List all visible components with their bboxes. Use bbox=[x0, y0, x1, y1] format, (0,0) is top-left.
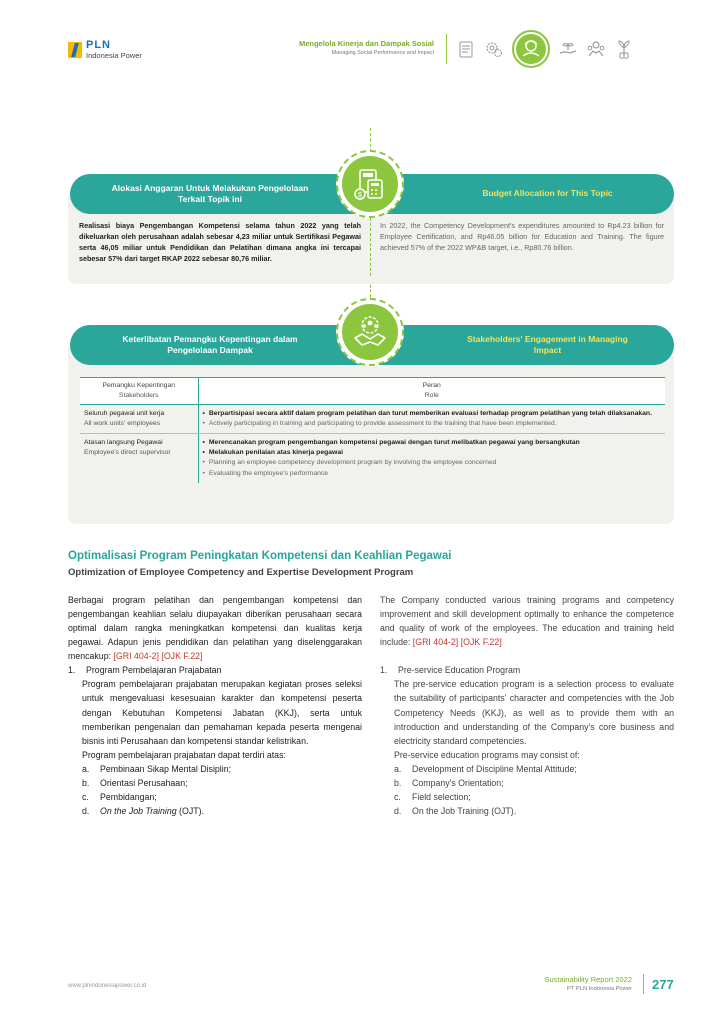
budget-heading-en: Budget Allocation for This Topic bbox=[482, 188, 613, 199]
table-header-stakeholder bbox=[80, 378, 198, 405]
col1-label-id: Pemangku Kepentingan bbox=[102, 382, 176, 389]
sub-item-text: On the Job Training (OJT). bbox=[412, 805, 517, 816]
article-column-id bbox=[68, 593, 362, 818]
sub-item-letter: c. bbox=[82, 791, 89, 802]
handshake-people-icon bbox=[350, 312, 390, 352]
item-title-id: Program Pembelajaran Prajabatan bbox=[86, 665, 222, 676]
sub-item-letter: c. bbox=[394, 791, 401, 802]
company-name: PT PLN Indonesia Power bbox=[567, 986, 632, 992]
col2-label-en: Role bbox=[424, 391, 439, 399]
budget-heading-id: Alokasi Anggaran Untuk Melakukan Pengelolaan Terkait Topik ini bbox=[111, 182, 309, 204]
sub-item-text: Orientasi Perusahaan; bbox=[100, 777, 188, 788]
gears-icon[interactable] bbox=[484, 39, 504, 59]
intro-id: Berbagai program pelatihan dan pengembangan kompetensi dan pengembangan keahlian selalu diupayakan diberikan perusahaan secara optimal dalam rangka meningkatkan kompetensi dan kualitas kerja pegawai. Adapun jenis pendidikan dan pelatihan yang diselenggarakan mencakup: bbox=[68, 595, 362, 662]
item-desc-en: The pre-service education program is a selection process to evaluate the suitability of participants' character and competencies with the Job Competency Needs (KKJ), as well as to provide them with an introduction and understanding of the Company's core business and electricity standard competencies. bbox=[394, 679, 674, 746]
header-divider bbox=[446, 34, 447, 64]
svg-text:$: $ bbox=[358, 192, 362, 199]
article-column-en bbox=[380, 593, 674, 818]
role-en: Evaluating the employee's performance bbox=[208, 469, 329, 477]
calculator-money-icon bbox=[350, 164, 390, 204]
stakeholder-en: Employee's direct supervisor bbox=[84, 449, 171, 457]
stakeholder-table bbox=[80, 377, 665, 483]
chapter-nav bbox=[456, 30, 634, 68]
col2-label-id: Peran bbox=[422, 382, 441, 389]
gri-reference: [GRI 404-2] [OJK F.22] bbox=[412, 637, 502, 648]
col1-label-en: Stakeholders bbox=[118, 391, 159, 399]
role-id: Merencanakan program pengembangan kompetensi pegawai dengan turut melibatkan pegawai yang bersangkutan bbox=[208, 439, 580, 447]
item-title-en: Pre-service Education Program bbox=[398, 665, 521, 676]
handshake-icon[interactable] bbox=[586, 39, 606, 59]
connector-line bbox=[370, 128, 371, 152]
sub-item-letter: d. bbox=[82, 805, 90, 816]
chapter-title bbox=[299, 39, 434, 56]
brand-name: PLN bbox=[86, 39, 111, 51]
plant-icon[interactable] bbox=[614, 39, 634, 59]
article-title-en: Optimization of Employee Competency and Expertise Development Program bbox=[68, 567, 414, 578]
engagement-emblem bbox=[336, 298, 404, 366]
budget-emblem bbox=[336, 150, 404, 218]
role-en: Actively participating in training and participating to provide assessment to the training that have been implemented. bbox=[208, 419, 557, 427]
stakeholder-en: All work units' employees bbox=[84, 419, 161, 427]
sub-item-text: Field selection; bbox=[412, 791, 471, 802]
sub-item-letter: a. bbox=[394, 763, 402, 774]
report-title: Sustainability Report 2022 bbox=[544, 975, 632, 984]
sub-lead-id: Program pembelajaran prajabatan dapat terdiri atas: bbox=[82, 749, 286, 760]
sub-item-letter: a. bbox=[82, 763, 90, 774]
table-row: Atasan langsung Pegawai Employee's direct supervisor • Merencanakan program pengembangan kompetensi pegawai dengan turut melibatkan pegawai yang bersangkutan • Melakukan penilaian atas kinerja pegawai • Planning an employee competency development program by involving the employee concerned • Evaluating the employee's performance bbox=[80, 434, 665, 483]
role-id: Berpartisipasi secara aktif dalam program pelatihan dan turut memberikan evaluasi terhadap program pelatihan yang telah dilaksanakan. bbox=[208, 409, 652, 417]
item-number: 1. bbox=[68, 665, 76, 676]
item-desc-id: Program pembelajaran prajabatan merupakan kegiatan proses seleksi untuk mengevaluasi kesesuaian karakter dan kompetensi peserta dengan Kebutuhan Kompetensi Jabatan (KKJ), serta untuk memberikan pengenalan dan pemahaman kepada peserta mengenai bisnis inti Perusahaan dan kompetensi standar kelistrikan. bbox=[82, 679, 362, 746]
sub-item-suffix: (OJT). bbox=[176, 805, 204, 816]
column-divider bbox=[370, 218, 371, 276]
sub-item-text: Company's Orientation; bbox=[412, 777, 504, 788]
hand-plant-icon[interactable] bbox=[558, 39, 578, 59]
sub-item-text: Pembidangan; bbox=[100, 791, 157, 802]
brand-sub: Indonesia Power bbox=[86, 51, 142, 60]
engagement-heading-id: Keterlibatan Pemangku Kepentingan dalam Pengelolaan Dampak bbox=[122, 333, 298, 355]
budget-text-id: Realisasi biaya Pengembangan Kompetensi selama tahun 2022 yang telah dikeluarkan oleh perusahaan adalah sebesar 4,23 miliar untuk Sertifikasi Pegawai serta 46,05 miliar untuk Pendidikan dan Pelatihan dimana angka ini tercapai sebesar 57% dari target RKAP 2022 sebesar 80,76 miliar. bbox=[79, 221, 361, 264]
sub-item-letter: b. bbox=[82, 777, 90, 788]
table-row: Seluruh pegawai unit kerja All work units' employees • Berpartisipasi secara aktif dalam program pelatihan dan turut memberikan evaluasi terhadap program pelatihan yang telah dilaksanakan. • Actively participating in training and participating to provide assessment to the training that have been implemented. bbox=[80, 404, 665, 433]
sub-lead-en: Pre-service education programs may consist of: bbox=[394, 749, 580, 760]
budget-text-en: In 2022, the Competency Development's expenditures amounted to Rp4.23 billion for Employee Certification, and Rp46.05 billion for Education and Training. The figure achieved 57% of the 2022 WP&B target, i.e., Rp80.76 billion. bbox=[380, 221, 664, 253]
engagement-heading-en: Stakeholders' Engagement in Managing Impact bbox=[467, 333, 628, 355]
article-title-id: Optimalisasi Program Peningkatan Kompetensi dan Keahlian Pegawai bbox=[68, 550, 452, 562]
company-logo bbox=[68, 40, 142, 60]
role-en: Planning an employee competency development program by involving the employee concerned bbox=[208, 459, 497, 467]
intro-en: The Company conducted various training programs and competency improvement and skill development optimally to enhance the competence and quality of work of the employees. The education and training held include: bbox=[380, 595, 674, 648]
chapter-title-id: Mengelola Kinerja dan Dampak Sosial bbox=[298, 39, 434, 48]
footer-divider bbox=[643, 974, 644, 994]
sub-item-text: Development of Discipline Mental Attitude; bbox=[412, 763, 577, 774]
sub-item-letter: b. bbox=[394, 777, 402, 788]
role-id: Melakukan penilaian atas kinerja pegawai bbox=[208, 449, 343, 457]
item-number: 1. bbox=[380, 665, 388, 676]
page-number: 277 bbox=[652, 977, 674, 992]
website-link[interactable]: www.plnindonesiapower.co.id bbox=[68, 983, 147, 989]
footer-titles bbox=[544, 975, 632, 992]
gri-reference: [GRI 404-2] [OJK F.22] bbox=[113, 651, 203, 662]
sub-item-text: Pembinaan Sikap Mental Disiplin; bbox=[100, 763, 232, 774]
stakeholder-id: Atasan langsung Pegawai bbox=[84, 439, 163, 447]
social-impact-icon[interactable] bbox=[512, 30, 550, 68]
document-icon[interactable] bbox=[456, 39, 476, 59]
table-header-role bbox=[198, 378, 665, 405]
pln-logo-icon bbox=[68, 42, 82, 58]
chapter-title-en: Managing Social Performance and Impact bbox=[331, 50, 434, 56]
sub-item-text: On the Job Training bbox=[100, 805, 177, 816]
stakeholder-id: Seluruh pegawai unit kerja bbox=[84, 409, 165, 417]
sub-item-letter: d. bbox=[394, 805, 402, 816]
